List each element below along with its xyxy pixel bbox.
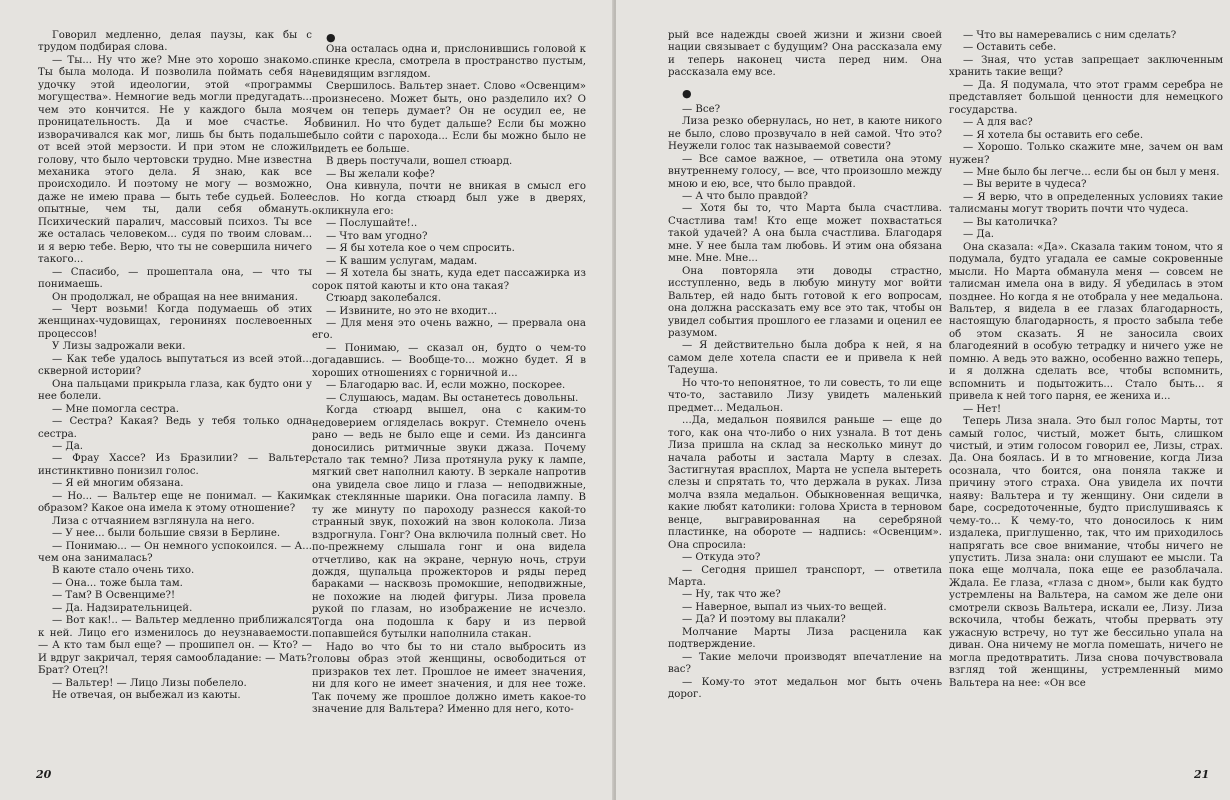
paragraph: — Оставить себе. (963, 42, 1057, 54)
paragraph: — Вы католичка? (963, 216, 1058, 228)
paragraph: — А для вас? (963, 117, 1033, 129)
paragraph: рый все надежды своей жизни и жизни своей нации связывает с будущим? Она рассказала ему и теперь наконец чиста перед ним. Она рассказала ему все. (668, 30, 942, 79)
left-column-2 (312, 30, 586, 716)
paragraph: — Вот как!.. — Вальтер медленно приближался к ней. Лицо его изменилось до неузнаваемости. — А кто там был еще? — прошипел он. — Кто? — И вдруг закричал, теряя самообладание: — Мать? Брат? Отец?! (38, 615, 312, 677)
paragraph: Она осталась одна и, прислонившись головой к спинке кресла, смотрела в пространство пустым, невидящим взглядом. (312, 44, 586, 80)
paragraph: — Благодарю вас. И, если можно, поскорее. (326, 380, 566, 392)
page-number-left: 20 (36, 768, 52, 781)
paragraph: — Откуда это? (682, 552, 761, 564)
paragraph: — Все? (682, 103, 721, 115)
page-number-right: 21 (1194, 768, 1210, 781)
paragraph: — Что вам угодно? (326, 230, 428, 242)
right-column-2 (949, 30, 1223, 690)
paragraph: — Но... — Вальтер еще не понимал. — Каким образом? Какое она имела к этому отношение? (38, 490, 312, 515)
paragraph: — Зная, что устав запрещает заключенным хранить такие вещи? (949, 54, 1223, 79)
paragraph: Он продолжал, не обращая на нее внимания. (52, 291, 298, 303)
paragraph: — Да. Я подумала, что этот грамм серебра не представляет большой ценности для немецкого государства. (949, 79, 1223, 116)
paragraph: — Вы желали кофе? (326, 168, 435, 180)
paragraph: — Вальтер! — Лицо Лизы побелело. (52, 677, 247, 689)
paragraph: — Черт возьми! Когда подумаешь об этих женщинах-чудовищах, геронинях послевоенных процессов! (38, 303, 312, 340)
paragraph: — Вы верите в чудеса? (963, 179, 1087, 191)
paragraph: — Я хотела бы знать, куда едет пассажирка из сорок пятой каюты и кто она такая? (312, 268, 586, 292)
paragraph: Она повторяла эти доводы страстно, исступленно, ведь в любую минуту мог войти Вальтер, ей надо быть готовой к его вопросам, она должна рассказать ему все это так, чтобы он увидел события прошлого ее глазами и оценил ее разумом. (668, 265, 942, 339)
paragraph: — Я ей многим обязана. (52, 478, 184, 490)
paragraph: Стюард заколебался. (326, 293, 442, 305)
paragraph: — Я действительно была добра к ней, я на самом деле хотела спасти ее и привела к ней Тадеуша. (668, 340, 942, 377)
paragraph: Теперь Лиза знала. Это был голос Марты, тот самый голос, чистый, может быть, слишком чистый, и этим голосом говорил ее, Лизы, страх. Да. Она боялась. И в то мгновение, когда Лиза осознала, что боится, она поняла также и причину этого страха. Она увидела их почти наяву: Вальтера и ту женщину. Они сидели в баре, сосредоточенные, будто прислушиваясь к чему-то... К чему-то, что доносилось к ним издалека, приглушенно, так, что им приходилось напрягать все свое внимание, чтобы ничего не упустить. Лиза знала: они слушают ее мысли. Та пока еще молчала, пока еще ее разоблачала. Ждала. Ее глаза, «глаза с дном», были как будто устремлены на Вальтера, на самом же деле они смотрели сквозь Вальтера, искали ее, Лизу. Лиза вскочила, чтобы бежать, чтобы прервать эту ужасную встречу, но тут же бессильно упала на диван. Она ничему не могла помешать, ничего не могла предотвратить. Лиза снова почувствовала взгляд той женщины, устремленный мимо Вальтера на нее: «Он все (949, 416, 1223, 689)
left-column-1 (38, 30, 312, 702)
paragraph: Она кивнула, почти не вникая в смысл его слов. Но когда стюард был уже в дверях, окликнула его: (312, 180, 586, 217)
paragraph: — Что вы намеревались с ним сделать? (963, 30, 1177, 41)
paragraph: — Да. (52, 440, 84, 452)
paragraph: Не отвечая, он выбежал из каюты. (52, 690, 241, 702)
paragraph: — Ты... Ну что же? Мне это хорошо знакомо. Ты была молода. И позволила поймать себя на удочку этой идеологии, этой «программы могущества». Немногие ведь могли предугадать... чем это кончится. Не у каждого была моя проницательность. Да и мое счастье. Я изворачивался как мог, лишь бы быть подальше от всей этой мерзости. И при этом не сложил голову, что было чертовски трудно. Мне известна механика этого дела. Я знаю, как все происходило. И поэтому не могу — возможно, даже не имею права — быть тебе судьей. Более опытные, чем ты, дали себя обмануть. Психический паралич, массовый психоз. Ты все же осталась человеком... судя по твоим словам... и я верю тебе. Верю, что ты не совершила ничего такого... (38, 54, 312, 266)
paragraph: Она пальцами прикрыла глаза, как будто они у нее болели. (38, 378, 312, 403)
paragraph: Лиза резко обернулась, но нет, в каюте никого не было, слово прозвучало в ней самой. Что это? Неужели голос так называемой совести? (668, 116, 942, 153)
paragraph: — Ну, так что же? (682, 589, 781, 601)
paragraph: — К вашим услугам, мадам. (326, 255, 478, 267)
paragraph: Когда стюард вышел, она с каким-то недоверием огляделась вокруг. Стемнело очень рано — ведь не было еще и семи. Из дансинга доносились ритмичные звуки джаза. Почему стало так темно? Лиза протянула руку к лампе, мягкий свет наполнил каюту. В зеркале напротив она увидела свое лицо и глаза — неподвижные, как стеклянные шарики. Она погасила лампу. В ту же минуту по пароходу разнесся какой-то странный звук, похожий на звон колокола. Лиза вздрогнула. Гонг? Она включила полный свет. Но по-прежнему слышала гонг и она видела отчетливо, как на экране, черную ночь, струи дождя, щупальца прожекторов и ряды перед бараками — насквозь промокшие, неподвижные, не похожие на людей фигуры. Лиза провела рукой по глазам, но изображение не исчезло. Тогда она подошла к бару и из первой попавшейся бутылки наполнила стакан. (312, 405, 586, 641)
paragraph: Молчание Марты Лиза расценила как подтверждение. (668, 626, 942, 651)
section-bullet-icon: ● (682, 86, 692, 100)
paragraph: — Я хотела бы оставить его себе. (963, 129, 1144, 141)
paragraph: В каюте стало очень тихо. (52, 565, 195, 577)
paragraph: — Такие мелочи производят впечатление на вас? (668, 651, 942, 676)
paragraph: — Сегодня пришел транспорт, — ответила Марта. (668, 564, 942, 589)
paragraph: — Она... тоже была там. (52, 577, 183, 589)
section-bullet-icon: ● (326, 31, 336, 44)
paragraph: — Понимаю... — Он немного успокоился. — А... чем она занималась? (38, 540, 312, 565)
right-column-1 (668, 30, 942, 702)
paragraph: — Там? В Освенциме?! (52, 590, 176, 602)
paragraph: — Как тебе удалось выпутаться из всей этой... скверной истории? (38, 353, 312, 378)
paragraph: Лиза с отчаянием взглянула на него. (52, 515, 255, 527)
right-column-1-top (668, 30, 942, 80)
paragraph: — Да. (963, 229, 995, 241)
paragraph: — Мне было бы легче... если бы он был у меня. (963, 166, 1220, 178)
paragraph: — Все самое важное, — ответила она этому внутреннему голосу, — все, что произошло между мною и ею, все, что было правдой. (668, 153, 942, 190)
paragraph: — Фрау Хассе? Из Бразилии? — Вальтер инстинктивно понизил голос. (38, 453, 312, 477)
paragraph: — Извините, но это не входит... (326, 305, 498, 317)
paragraph: — Я бы хотела кое о чем спросить. (326, 243, 515, 255)
paragraph: — Слушаюсь, мадам. Вы останетесь довольны. (326, 392, 579, 404)
right-column-1-bottom (668, 104, 942, 702)
paragraph: — Хотя бы то, что Марта была счастлива. Счастлива там! Кто еще может похвастаться такой удачей? А она была счастлива. Благодаря мне. У нее была там любовь. И этим она обязана мне. Мне. Мне... (668, 203, 942, 265)
paragraph: — Нет! (963, 403, 1002, 415)
paragraph: — Наверное, выпал из чьих-то вещей. (682, 601, 887, 613)
paragraph: Но что-то непонятное, то ли совесть, то ли еще что-то, заставило Лизу увидеть маленький предмет... Медальон. (668, 377, 942, 414)
paragraph: ...Да, медальон появился раньше — еще до того, как она что-либо о них узнала. В тот день Лиза пришла на склад за несколько минут до начала работы и застала Марту в слезах. Застигнутая врасплох, Марта не успела вытереть слезы и спрятать то, что держала в руках. Лиза молча взяла медальон. Обыкновенная вещичка, какие любят католики: голова Христа в терновом венце, выгравированная на серебряной пластинке, на обороте — надпись: «Освенцим». Она спросила: (668, 415, 942, 551)
paragraph: — Мне помогла сестра. (52, 403, 179, 415)
paragraph: Свершилось. Вальтер знает. Слово «Освенцим» произнесено. Может быть, оно разделило их? О чем он теперь думает? Он не осудил ее, не обвинил. Но что будет дальше? Если бы можно было сойти с парохода... Если бы можно было не видеть ее больше. (312, 81, 586, 155)
paragraph: — Для меня это очень важно, — прервала она его. (312, 317, 586, 342)
paragraph: У Лизы задрожали веки. (52, 341, 186, 353)
paragraph: — Хорошо. Только скажите мне, зачем он вам нужен? (949, 142, 1223, 166)
paragraph: — Послушайте!.. (326, 218, 418, 230)
paragraph: — А что было правдой? (682, 190, 808, 202)
left-page (0, 0, 614, 800)
paragraph: Говорил медленно, делая паузы, как бы с трудом подбирая слова. (38, 30, 312, 54)
paragraph: — У нее... были большие связи в Берлине. (52, 528, 281, 540)
paragraph: — Спасибо, — прошептала она, — что ты понимаешь. (38, 266, 312, 291)
paragraph: — Сестра? Какая? Ведь у тебя только одна сестра. (38, 416, 312, 440)
paragraph: В дверь постучали, вошел стюард. (326, 156, 513, 168)
paragraph: — Кому-то этот медальон мог быть очень дорог. (668, 676, 942, 701)
paragraph: — Да? И поэтому вы плакали? (682, 614, 846, 626)
right-page (616, 0, 1230, 800)
paragraph: Она сказала: «Да». Сказала таким тоном, что я подумала, будто угадала ее самые сокровенные мысли. Но Марта обманула меня — совсем не талисман имела она в виду. Я убедилась в этом позднее. Но когда я не отобрала у нее медальона. Вальтер, я видела в ее глазах благодарность, настоящую благодарность, я просто забыла тебе об этом сказать. Я не заносила своих благодеяний в особую тетрадку и ничего уже не помню. А ведь это важно, особенно важно теперь, и я должна сделать все, чтобы вспомнить, вспомнить и подытожить... Стало быть... я привела к ней того парня, ее жениха и... (949, 241, 1223, 403)
paragraph: — Да. Надзирательницей. (52, 602, 193, 614)
paragraph: — Понимаю, — сказал он, будто о чем-то догадавшись. — Вообще-то... можно будет. Я в хороших отношениях с горничной и... (312, 342, 586, 379)
paragraph: Надо во что бы то ни стало выбросить из головы образ этой женщины, освободиться от призраков тех лет. Прошлое не имеет значения, ни для кого не имеет значения, и для нее тоже. Так почему же прошлое должно иметь какое-то значение для Вальтера? Именно для него, кото- (312, 641, 586, 716)
paragraph: — Я верю, что в определенных условиях такие талисманы могут творить почти что чудеса. (949, 191, 1223, 216)
